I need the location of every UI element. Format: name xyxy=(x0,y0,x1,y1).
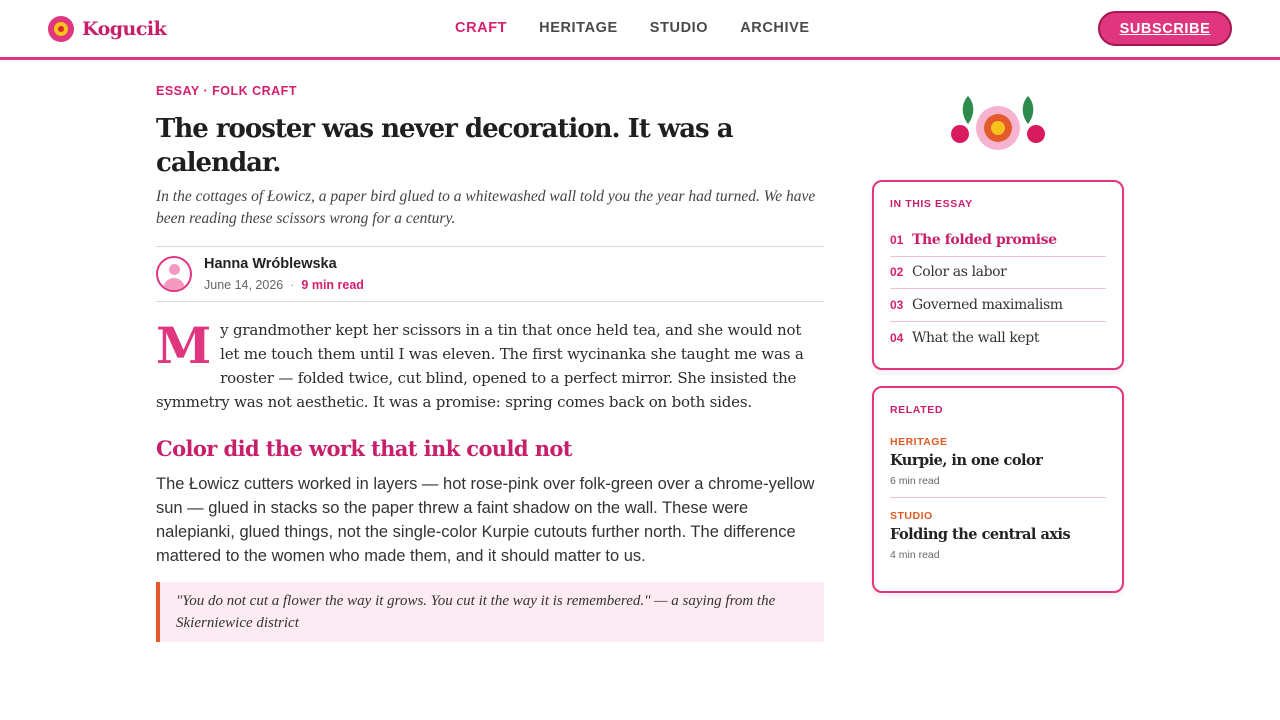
toc-item-number: 02 xyxy=(890,265,904,280)
brand-logo-link[interactable] xyxy=(48,16,166,42)
related-read-time: 4 min read xyxy=(890,549,940,561)
ornament-right-berry xyxy=(1027,125,1045,143)
toc-item-folded-promise[interactable] xyxy=(890,224,1106,257)
related-item-folding[interactable] xyxy=(890,510,1106,571)
byline xyxy=(156,246,824,302)
section-heading: Color did the work that ink could not xyxy=(156,436,572,461)
article-headline: The rooster was never decoration. It was a calendar. xyxy=(156,114,733,178)
avatar-body-shape xyxy=(163,278,185,292)
nav-item-studio[interactable]: STUDIO xyxy=(649,20,709,36)
user-avatar-icon[interactable] xyxy=(156,256,192,292)
related-title: RELATED xyxy=(890,404,944,416)
pull-quote: "You do not cut a flower the way it grows. You cut it the way it is remembered." — a saying from the Skierniewice district xyxy=(156,582,824,642)
article-meta xyxy=(204,278,364,292)
nav-item-archive[interactable]: ARCHIVE xyxy=(740,20,810,36)
body-paragraph: The Łowicz cutters worked in layers — hot rose-pink over folk-green over a chrome-yellow sun — glued in stacks so the paper threw a faint shadow on the wall. These were nalepianki, glued things, not the single-color Kurpie cutouts further north. The difference mattered to the women who made them, and it should matter to us. xyxy=(156,475,815,565)
toc-item-what-the-wall-kept[interactable] xyxy=(890,322,1106,355)
ornament-left-leaf xyxy=(963,96,974,124)
related-item-kurpie[interactable] xyxy=(890,436,1106,498)
folk-flower-ornament-icon xyxy=(948,94,1048,152)
meta-separator: · xyxy=(290,278,295,292)
main-nav xyxy=(455,20,842,36)
top-header xyxy=(0,0,1280,60)
ornament-right-leaf xyxy=(1023,96,1034,124)
toc-item-number: 04 xyxy=(890,330,904,345)
brand-name: Kogucik xyxy=(82,18,167,40)
toc-list xyxy=(890,224,1106,354)
related-title-link[interactable]: Kurpie, in one color xyxy=(890,452,1043,469)
toc-item-label: Color as labor xyxy=(912,264,1007,281)
related-title-link[interactable]: Folding the central axis xyxy=(890,526,1071,543)
toc-item-governed-maximalism[interactable] xyxy=(890,289,1106,322)
toc-item-number: 03 xyxy=(890,297,904,312)
related-read-time: 6 min read xyxy=(890,475,940,487)
drop-cap: M xyxy=(156,316,212,375)
author-name[interactable]: Hanna Wróblewska xyxy=(204,256,337,272)
ornament-center xyxy=(991,121,1005,135)
article-kicker: ESSAY · FOLK CRAFT xyxy=(156,84,297,98)
subscribe-button[interactable]: SUBSCRIBE xyxy=(1098,11,1232,46)
nav-item-craft[interactable]: CRAFT xyxy=(455,20,508,36)
read-time: 9 min read xyxy=(301,278,364,292)
toc-title: IN THIS ESSAY xyxy=(890,198,973,210)
toc-item-label: Governed maximalism xyxy=(912,296,1063,313)
article xyxy=(156,84,824,642)
related-category: STUDIO xyxy=(890,510,933,522)
toc-item-label: The folded promise xyxy=(912,231,1057,248)
related-card xyxy=(872,386,1124,593)
ornament-left-berry xyxy=(951,125,969,143)
toc-item-color-as-labor[interactable] xyxy=(890,257,1106,290)
intro-paragraph xyxy=(156,318,824,414)
nav-item-heritage[interactable]: HERITAGE xyxy=(539,20,618,36)
toc-item-label: What the wall kept xyxy=(912,329,1040,346)
toc-card xyxy=(872,180,1124,370)
related-list xyxy=(890,436,1106,571)
related-category: HERITAGE xyxy=(890,436,948,448)
avatar-head-shape xyxy=(169,264,180,275)
publish-date: June 14, 2026 xyxy=(204,278,284,292)
intro-paragraph-text: y grandmother kept her scissors in a tin that once held tea, and she would not let me touch them until I was eleven. The first wycinanka she taught me was a rooster — folded twice, cut blind, opened to a perfect mirror. She insisted the symmetry was not aesthetic. It was a promise: spring comes back on both sides. xyxy=(156,321,804,411)
toc-item-number: 01 xyxy=(890,232,904,247)
article-dek: In the cottages of Łowicz, a paper bird glued to a whitewashed wall told you the year had turned. We have been reading these scissors wrong for a century. xyxy=(156,188,816,227)
folk-flower-icon xyxy=(48,16,74,42)
